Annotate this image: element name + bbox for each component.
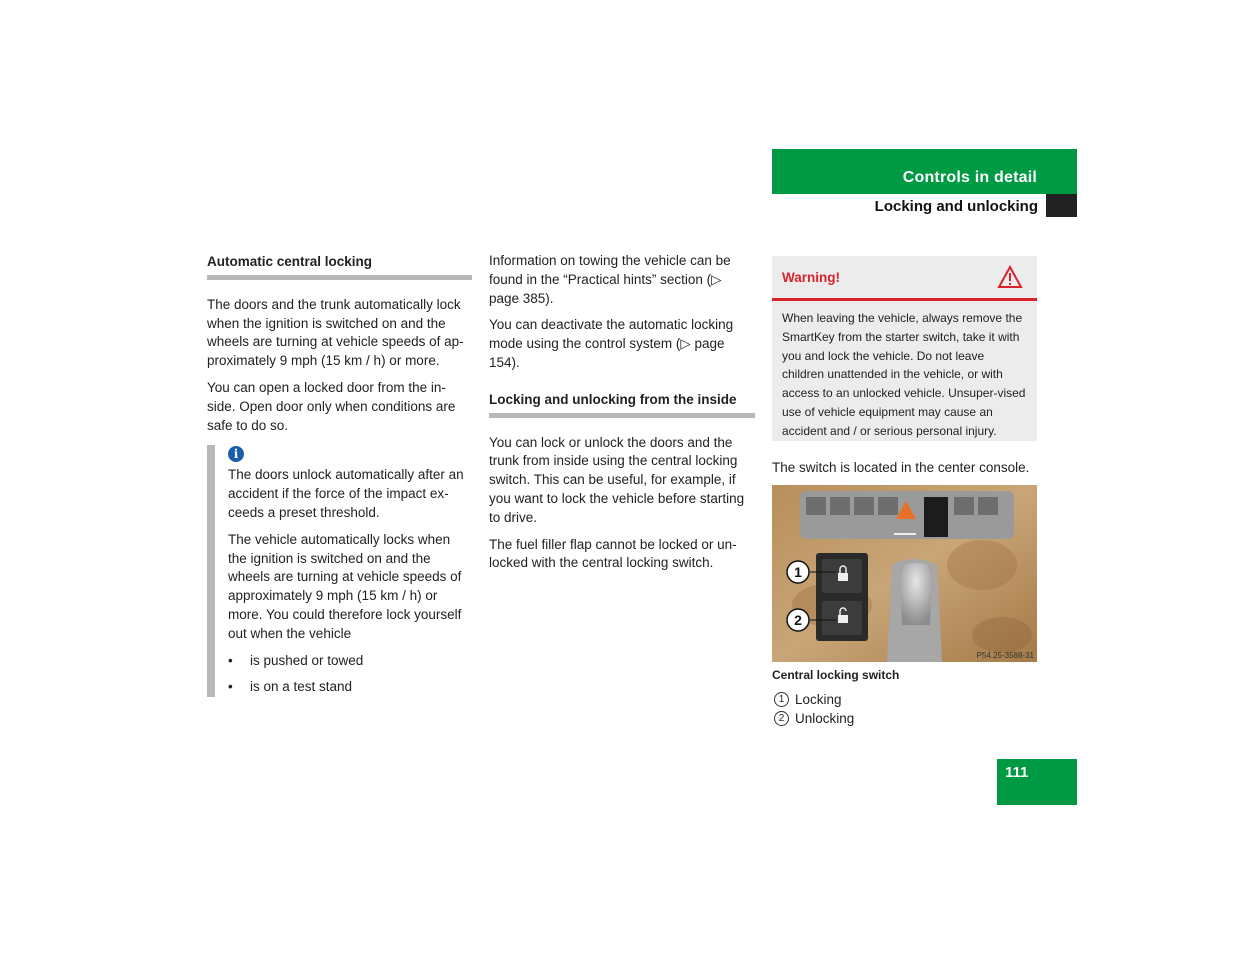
bullet-list [228,652,472,698]
legend-number: 1 [774,692,789,707]
warning-box [772,256,1037,441]
image-caption: Central locking switch [772,668,900,682]
paragraph: You can deactivate the automatic locking mode using the control system (▷ page 154). [489,317,734,370]
page-number: 111 [1005,764,1029,781]
switch-location-text: The switch is located in the center console. [772,460,1030,475]
section-header-bar [772,149,1077,194]
subsection-title: Locking and unlocking [874,198,1038,215]
heading-automatic-central-locking: Automatic central locking [207,253,472,280]
callout-2-label: 2 [794,612,802,628]
center-console-photo [772,485,1037,662]
list-item: • is on a test stand [228,678,472,697]
paragraph: You can open a locked door from the in-side. Open door only when conditions are safe to do so. [207,379,456,433]
paragraph: The doors and the trunk automatically lock when the ignition is switched on and the wheels are turning at vehicle speeds of ap-proximately 9 mph (15 km / h) or more. [207,296,464,369]
heading-locking-inside: Locking and unlocking from the inside [489,391,755,418]
legend-number: 2 [774,711,789,726]
column-1 [207,253,472,705]
section-title: Controls in detail [902,169,1037,186]
list-item: • is pushed or towed [228,652,472,671]
legend-item [774,709,854,728]
legend-item [774,690,854,709]
callout-1-label: 1 [794,564,802,580]
warning-triangle-icon [997,265,1023,289]
column-2 [489,252,755,581]
warning-text: When leaving the vehicle, always remove the SmartKey from the starter switch, take it with you and lock the vehicle. Do not leave children unattended in the vehicle, or with access to an unlocked vehicle. Unsuper-vised use of vehicle equipment may cause an accident and / or serious personal injury. [782,311,1026,438]
paragraph: You can lock or unlock the doors and the trunk from inside using the central locking switch. This can be useful, for example, if you want to lock the vehicle before starting to drive. [489,434,745,525]
paragraph: The fuel filler flap cannot be locked or un-locked with the central locking switch. [489,536,737,571]
warning-title: Warning! [782,270,840,285]
note-paragraph: The vehicle automatically locks when the ignition is switched on and the wheels are turning at vehicle speeds of approximately 9 mph (15 km / h) or more. You could therefore lock yourself out when the vehicle [228,531,462,641]
info-icon: i [228,446,244,462]
image-code: P54.25-3588-31 [976,651,1034,660]
info-note [207,445,472,697]
subsection-marker [1046,194,1077,217]
note-paragraph: The doors unlock automatically after an accident if the force of the impact ex-ceeds a preset threshold. [228,467,464,520]
legend-label: Unlocking [795,711,855,726]
info-note-body [228,445,472,697]
warning-header [772,256,1037,301]
legend-label: Locking [795,692,842,707]
image-legend [774,690,854,728]
paragraph: Information on towing the vehicle can be found in the “Practical hints” section (▷ page 385). [489,253,731,306]
page-number-box [997,759,1077,805]
